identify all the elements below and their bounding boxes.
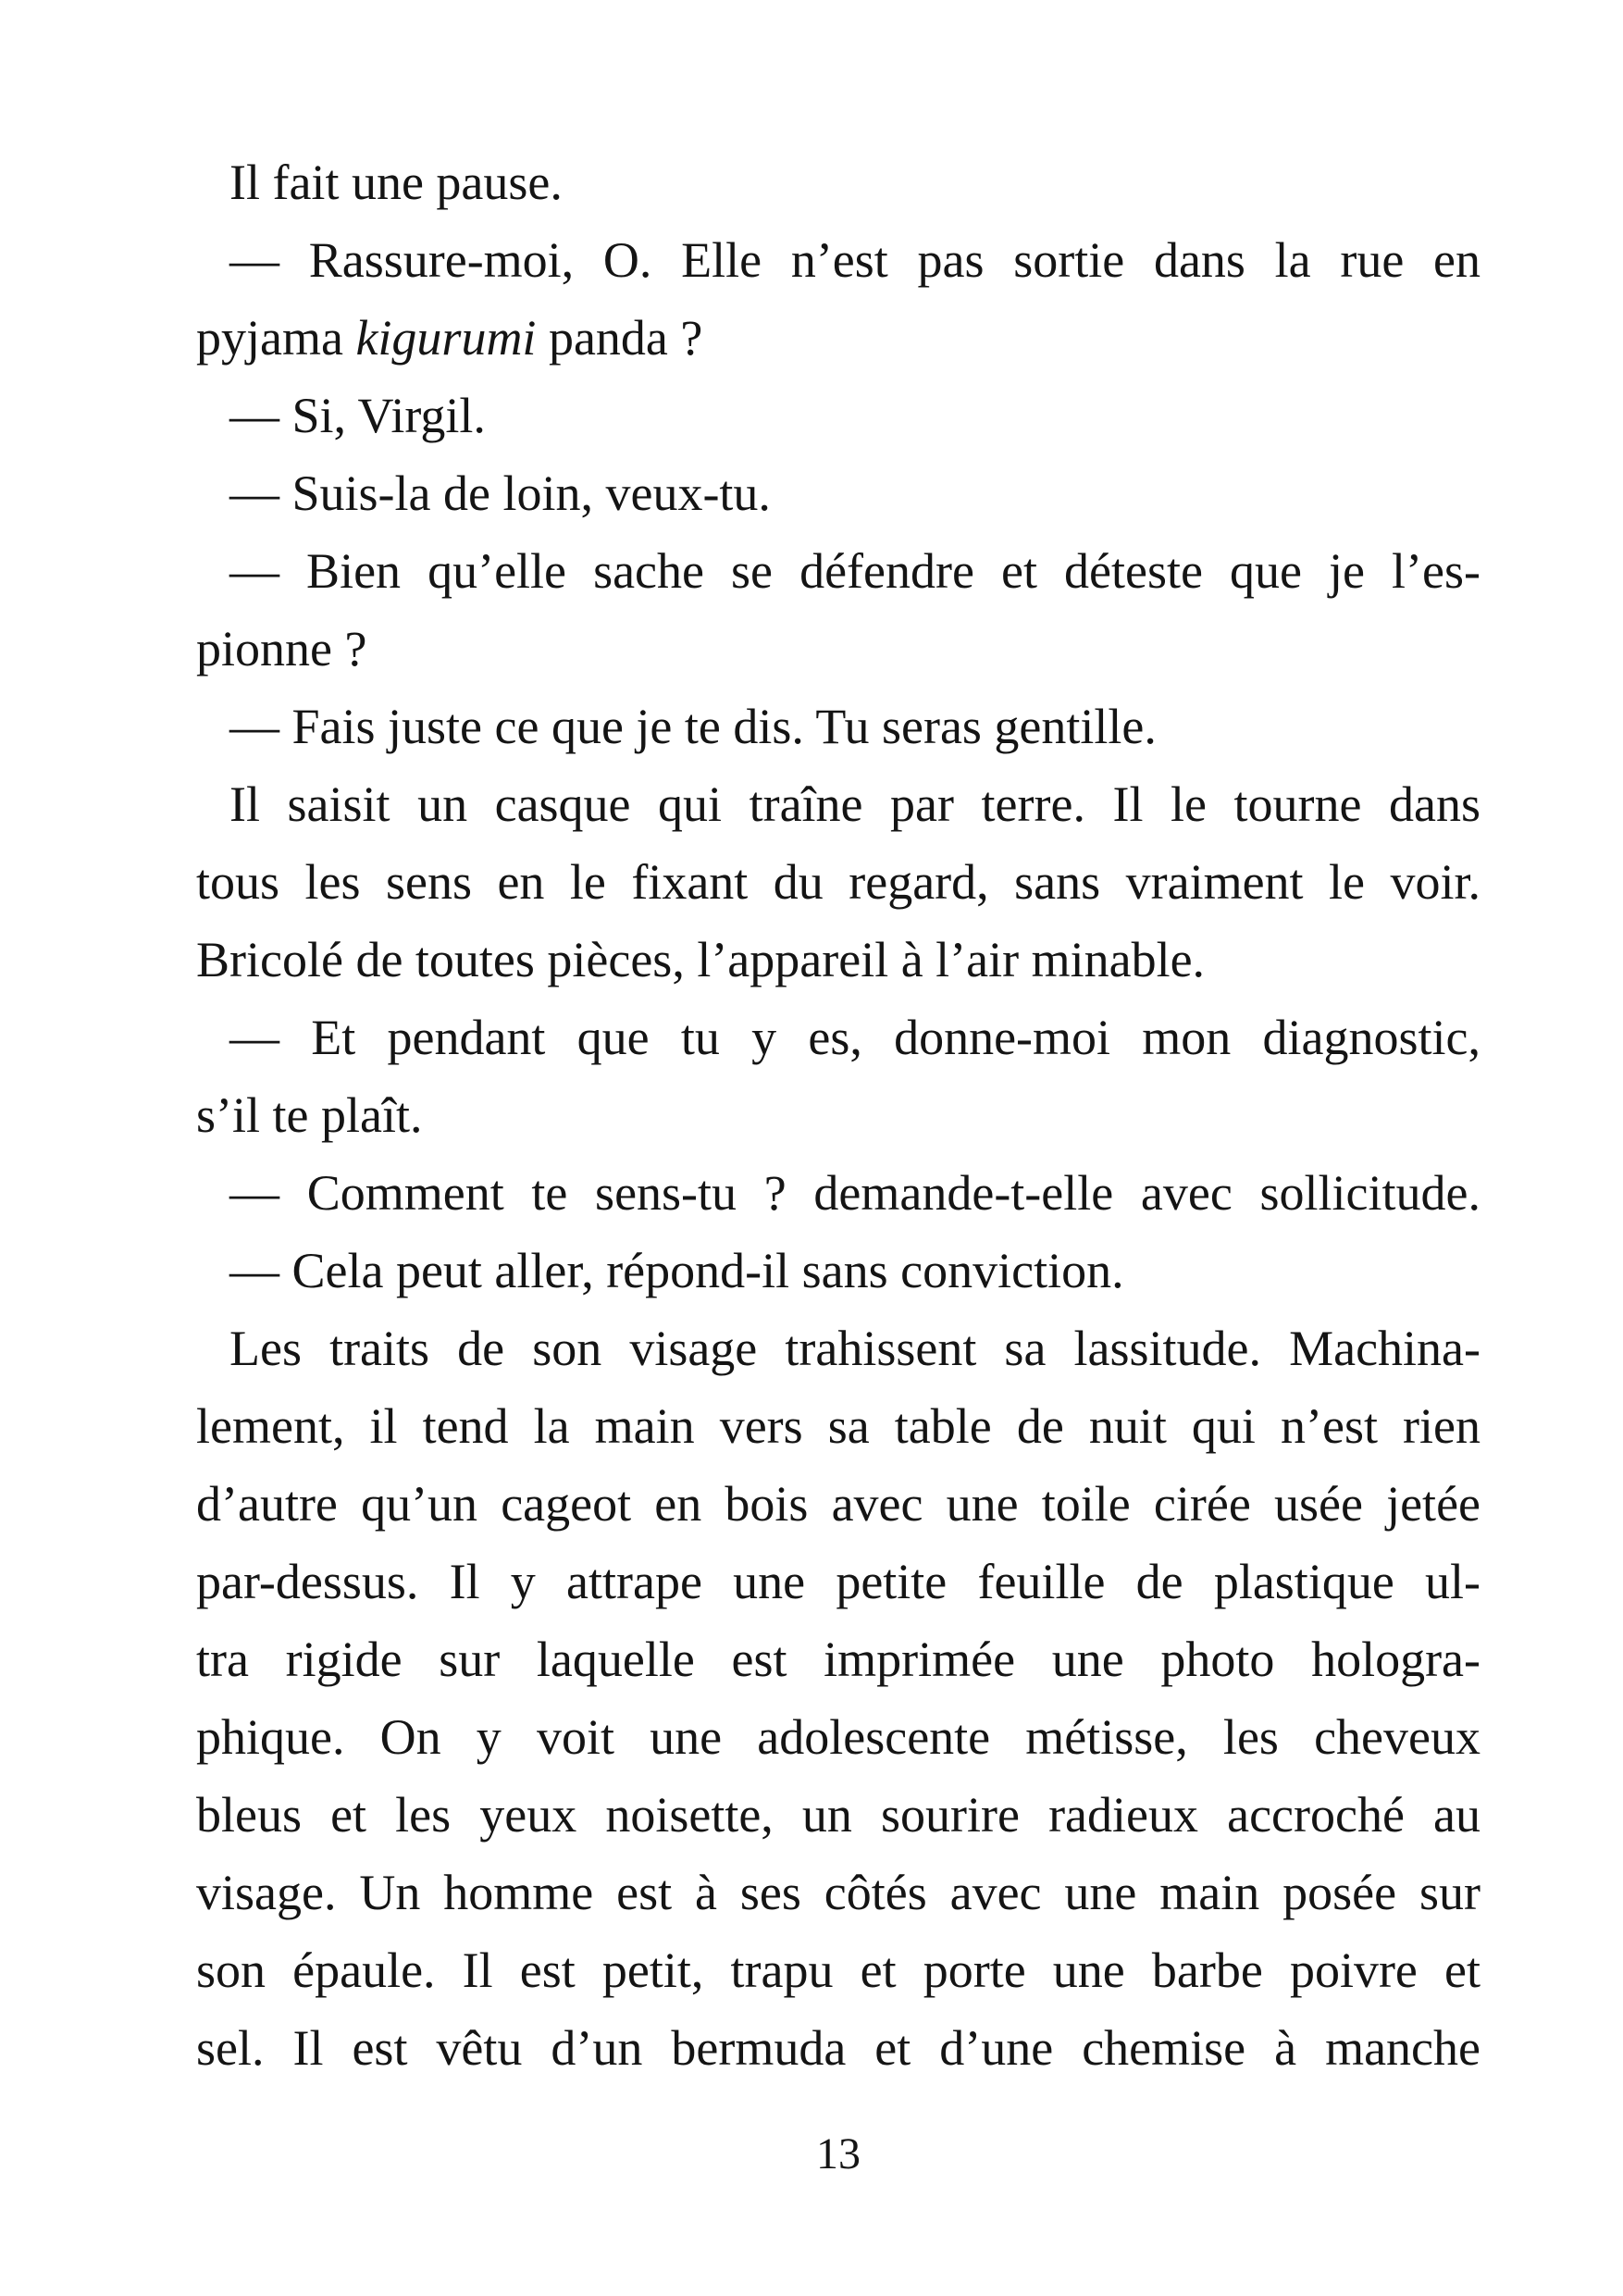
text-line — [196, 921, 1481, 999]
text-line — [196, 1620, 1481, 1698]
text-segment: pyjama — [196, 310, 356, 366]
text-segment: — Fais juste ce que je te dis. Tu seras gentille. — [229, 699, 1157, 754]
text-line — [196, 688, 1481, 765]
text-line — [196, 1232, 1481, 1309]
text-segment: s’il te plaît. — [196, 1087, 423, 1143]
text-segment: bleus et les yeux noisette, un sourire radieux accroché au — [196, 1787, 1481, 1843]
page-text — [196, 143, 1481, 2087]
text-segment: panda ? — [536, 310, 703, 366]
text-segment: par-dessus. Il y attrape une petite feuille de plastique ul- — [196, 1554, 1481, 1609]
page-number: 13 — [816, 2129, 861, 2178]
text-segment: Il saisit un casque qui traîne par terre. Il le tourne dans — [229, 776, 1481, 832]
italic-word: kigurumi — [355, 310, 537, 366]
text-line — [196, 1387, 1481, 1465]
text-segment: son épaule. Il est petit, trapu et porte une barbe poivre et — [196, 1942, 1481, 1998]
text-line — [196, 610, 1481, 688]
text-segment: — Et pendant que tu y es, donne-moi mon diagnostic, — [229, 1010, 1481, 1065]
text-segment: Bricolé de toutes pièces, l’appareil à l’air minable. — [196, 932, 1206, 987]
text-line — [196, 1154, 1481, 1232]
text-line — [196, 1931, 1481, 2009]
text-segment: sel. Il est vêtu d’un bermuda et d’une chemise à manche — [196, 2020, 1481, 2076]
text-line — [196, 1543, 1481, 1620]
text-segment: visage. Un homme est à ses côtés avec une main posée sur — [196, 1865, 1481, 1920]
text-line — [196, 532, 1481, 610]
text-line — [196, 143, 1481, 221]
text-segment: tra rigide sur laquelle est imprimée une photo hologra- — [196, 1632, 1481, 1687]
text-segment: d’autre qu’un cageot en bois avec une toile cirée usée jetée — [196, 1476, 1481, 1532]
text-segment: — Comment te sens-tu ? demande-t-elle avec sollicitude. — [229, 1165, 1481, 1221]
text-line — [196, 1076, 1481, 1154]
text-segment: — Suis-la de loin, veux-tu. — [229, 465, 771, 521]
text-segment: pionne ? — [196, 621, 367, 676]
text-segment: phique. On y voit une adolescente métisse, les cheveux — [196, 1709, 1481, 1765]
text-line — [196, 1698, 1481, 1776]
text-segment: — Si, Virgil. — [229, 388, 486, 443]
text-segment: Les traits de son visage trahissent sa lassitude. Machina- — [229, 1321, 1481, 1376]
text-segment: Il fait une pause. — [229, 155, 563, 210]
text-line — [196, 221, 1481, 299]
text-segment: tous les sens en le fixant du regard, sans vraiment le voir. — [196, 854, 1481, 910]
text-line — [196, 1465, 1481, 1543]
text-line — [196, 377, 1481, 454]
text-line — [196, 2009, 1481, 2087]
text-line — [196, 1309, 1481, 1387]
text-segment: — Bien qu’elle sache se défendre et déteste que je l’es- — [229, 543, 1481, 599]
text-line — [196, 843, 1481, 921]
text-line — [196, 999, 1481, 1076]
text-segment: — Rassure-moi, O. Elle n’est pas sortie dans la rue en — [229, 232, 1481, 288]
text-line — [196, 765, 1481, 843]
text-segment: — Cela peut aller, répond-il sans conviction. — [229, 1243, 1124, 1298]
text-line — [196, 454, 1481, 532]
text-line — [196, 299, 1481, 377]
text-segment: lement, il tend la main vers sa table de nuit qui n’est rien — [196, 1398, 1481, 1454]
text-line — [196, 1854, 1481, 1931]
text-line — [196, 1776, 1481, 1854]
